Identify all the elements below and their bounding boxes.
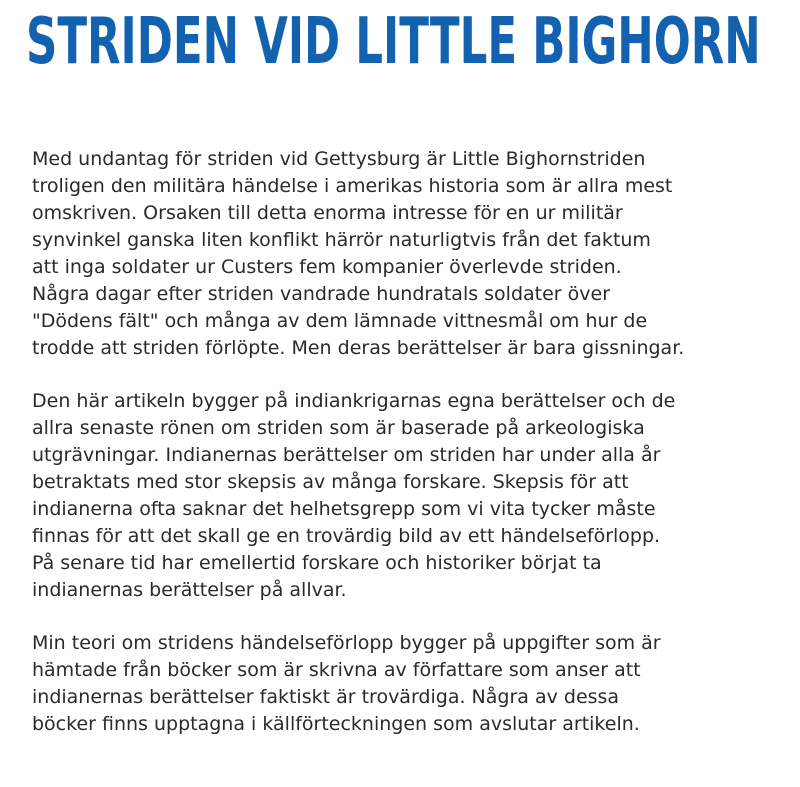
text-line: Min teori om stridens händelseförlopp bygger på uppgifter som är [32,632,661,654]
text-line: indianernas berättelser på allvar. [32,579,347,601]
text-line: Den här artikeln bygger på indiankrigarnas egna berättelser och de [32,390,676,412]
text-line: På senare tid har emellertid forskare och historiker börjat ta [32,552,602,574]
text-line: omskriven. Orsaken till detta enorma intresse för en ur militär [32,202,623,224]
paragraph-1 [32,146,792,362]
text-line: böcker finns upptagna i källförteckningen som avslutar artikeln. [32,713,640,735]
text-line: Några dagar efter striden vandrade hundratals soldater över [32,283,611,305]
text-line: indianerna ofta saknar det helhetsgrepp som vi vita tycker måste [32,498,656,520]
text-line: finnas för att det skall ge en trovärdig bild av ett händelseförlopp. [32,525,661,547]
text-line: trodde att striden förlöpte. Men deras berättelser är bara gissningar. [32,337,685,359]
text-line: att inga soldater ur Custers fem kompanier överlevde striden. [32,256,622,278]
text-line: utgrävningar. Indianernas berättelser om striden har under alla år [32,444,661,466]
text-line: betraktats med stor skepsis av många forskare. Skepsis för att [32,471,629,493]
article-body [32,146,792,764]
text-line: allra senaste rönen om striden som är baserade på arkeologiska [32,417,645,439]
text-line: hämtade från böcker som är skrivna av författare som anser att [32,659,641,681]
text-line: "Dödens fält" och många av dem lämnade vittnesmål om hur de [32,310,648,332]
text-line: synvinkel ganska liten konflikt härrör naturligtvis från det faktum [32,229,651,251]
article-title: STRIDEN VID LITTLE BIGHORN [26,5,761,79]
text-line: indianernas berättelser faktiskt är trovärdiga. Några av dessa [32,686,620,708]
paragraph-2 [32,388,792,604]
paragraph-3 [32,630,792,738]
text-line: Med undantag för striden vid Gettysburg är Little Bighornstriden [32,148,646,170]
text-line: troligen den militära händelse i amerikas historia som är allra mest [32,175,673,197]
